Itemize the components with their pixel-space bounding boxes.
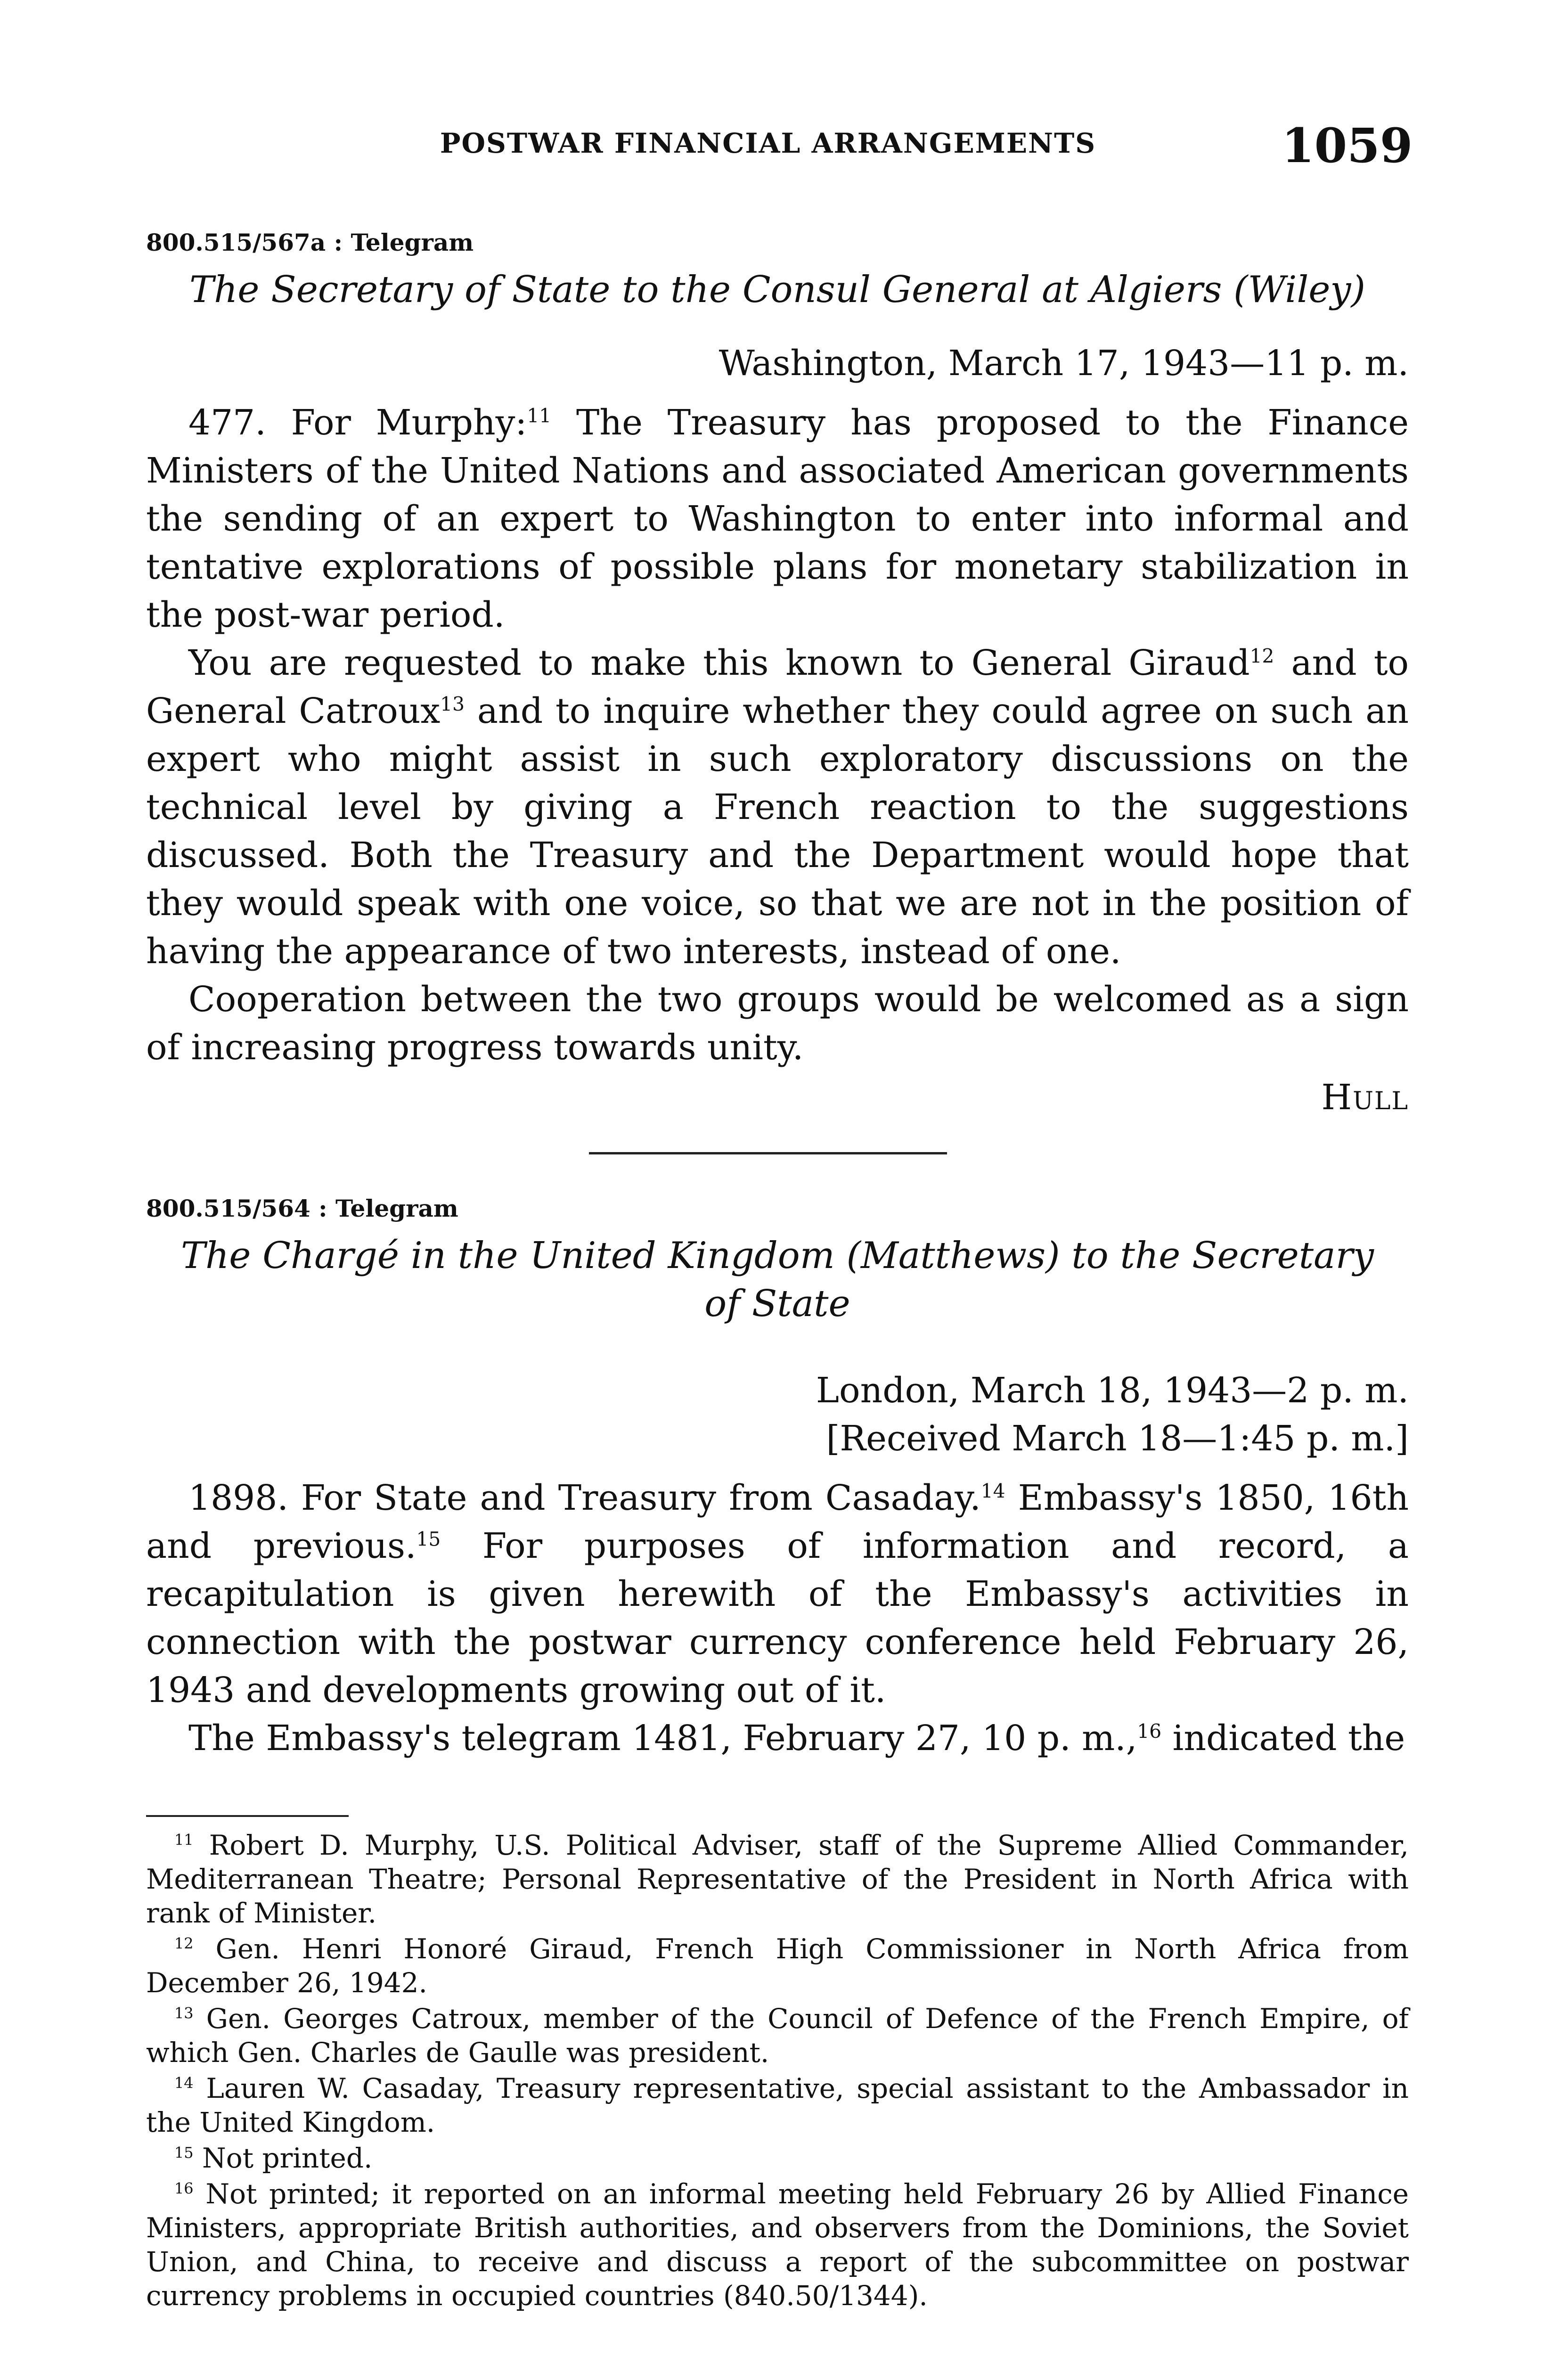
doc1-p1-text-a: 477. For Murphy: (188, 402, 527, 443)
footnote-text: Not printed. (202, 2142, 373, 2174)
doc2-dateline-received: [Received March 18—1:45 p. m.] (826, 1418, 1409, 1459)
footnote-rule (146, 1815, 349, 1817)
doc2-p1-text-b: Embassy's 1850, 16th and previous. (146, 1478, 1409, 1566)
doc1-paragraph-3: Cooperation between the two groups would be welcomed as a sign of increasing progress towards unity. (146, 979, 1409, 1068)
doc1-title: The Secretary of State to the Consul General at Algiers (Wiley) (189, 269, 1365, 311)
doc2-paragraph-2 (146, 1714, 1409, 1762)
footnote-ref-14: 14 (980, 1480, 1005, 1503)
footnotes (146, 1828, 1409, 2315)
doc2-p1-text-a: 1898. For State and Treasury from Casaday. (188, 1478, 981, 1518)
doc1-header (146, 226, 1409, 314)
footnote-number: 11 (174, 1831, 194, 1849)
footnote-12 (146, 1932, 1409, 2000)
footnote-number: 15 (174, 2143, 194, 2162)
doc2-header (146, 1192, 1409, 1328)
doc2-paragraph-1 (146, 1474, 1409, 1714)
doc1-paragraph-2 (146, 639, 1409, 975)
footnote-15 (146, 2141, 1409, 2175)
doc1-signature: Hull (1321, 1077, 1409, 1118)
footnote-number: 13 (174, 2004, 194, 2022)
doc1-file-reference: 800.515/567a : Telegram (146, 229, 474, 256)
doc2-title-line-1: The Chargé in the United Kingdom (Matthews) to the Secretary (181, 1235, 1374, 1277)
footnote-13 (146, 2002, 1409, 2070)
doc2-file-reference: 800.515/564 : Telegram (146, 1194, 458, 1222)
section-separator (589, 1152, 947, 1154)
footnote-ref-13: 13 (440, 693, 465, 716)
doc2-dateline (146, 1366, 1409, 1463)
doc2-p2-text-b: indicated the (1161, 1718, 1405, 1759)
doc1-dateline: Washington, March 17, 1943—11 p. m. (719, 343, 1409, 384)
doc2-title (146, 1232, 1409, 1328)
footnote-text: Robert D. Murphy, U.S. Political Adviser, staff of the Supreme Allied Commander, Mediterranean Theatre; Personal Representative of the President in North Africa with rank of Minister. (146, 1829, 1409, 1929)
doc2-p2-text-a: The Embassy's telegram 1481, February 27, 10 p. m., (188, 1718, 1137, 1759)
footnote-number: 12 (174, 1934, 194, 1953)
footnote-ref-11: 11 (527, 404, 552, 427)
footnote-ref-12: 12 (1250, 645, 1274, 668)
footnote-text: Gen. Henri Honoré Giraud, French High Commissioner in North Africa from December 26, 1942. (146, 1933, 1409, 1999)
footnote-text: Lauren W. Casaday, Treasury representative, special assistant to the Ambassador in the United Kingdom. (146, 2072, 1409, 2138)
footnote-ref-15: 15 (416, 1528, 441, 1551)
doc1-p1-text-b: The Treasury has proposed to the Finance Ministers of the United Nations and associated American governments the sending of an expert to Washington to enter into informal and tentative explorations of possible plans for monetary stabilization in the post-war period. (146, 402, 1409, 635)
footnote-number: 14 (174, 2074, 194, 2092)
doc1-p2-text-a: You are requested to make this known to General Giraud (188, 643, 1250, 683)
footnote-ref-16: 16 (1137, 1720, 1162, 1743)
doc2-body (146, 1474, 1409, 1762)
doc1-paragraph-1 (146, 399, 1409, 639)
footnote-11 (146, 1828, 1409, 1930)
footnote-text: Not printed; it reported on an informal meeting held February 26 by Allied Finance Ministers, appropriate British authorities, and observers from the Dominions, the Soviet Union, and China, to receive and discuss a report of the subcommittee on postwar currency problems in occupied countries (840.50/1344). (146, 2178, 1409, 2312)
footnote-16 (146, 2177, 1409, 2313)
doc2-title-line-2: of State (704, 1283, 850, 1325)
footnote-text: Gen. Georges Catroux, member of the Council of Defence of the French Empire, of which Gen. Charles de Gaulle was president. (146, 2003, 1409, 2069)
doc2-p1-text-c: For purposes of information and record, a recapitulation is given herewith of the Embassy's activities in connection with the postwar currency conference held February 26, 1943 and developments growing out of it. (146, 1526, 1409, 1710)
running-header (0, 118, 1568, 173)
doc1-p2-text-c: and to inquire whether they could agree on such an expert who might assist in such exploratory discussions on the technical level by giving a French reaction to the suggestions discussed. Both the Treasury and the Department would hope that they would speak with one voice, so that we are not in the position of having the appearance of two interests, instead of one. (146, 691, 1409, 972)
doc1-body (146, 399, 1409, 1121)
page-number: 1059 (1282, 118, 1413, 173)
footnote-number: 16 (174, 2179, 194, 2198)
doc2-dateline-sent: London, March 18, 1943—2 p. m. (816, 1370, 1409, 1411)
running-title: POSTWAR FINANCIAL ARRANGEMENTS (440, 127, 1096, 159)
doc1-p2-text-b: and to General Catroux (146, 643, 1409, 731)
footnote-14 (146, 2071, 1409, 2139)
